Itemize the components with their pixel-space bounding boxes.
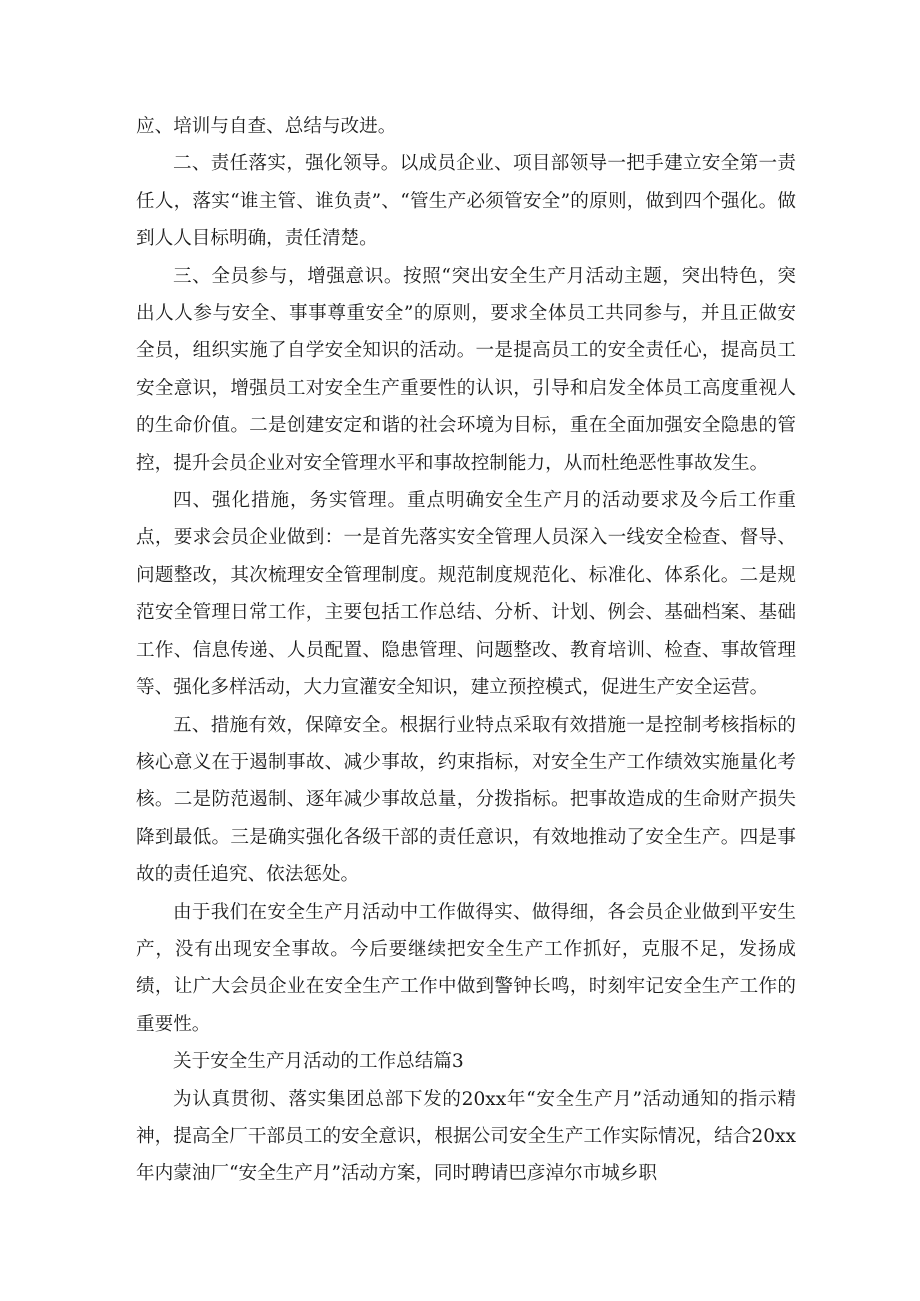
paragraph-responsibility: 二、责任落实，强化领导。以成员企业、项目部领导一把手建立安全第一责任人，落实“谁主管、谁负责”、“管生产必须管安全”的原则，做到四个强化。做到人人目标明确，责任清楚。 <box>136 153 796 250</box>
paragraph-measures: 四、强化措施，务实管理。重点明确安全生产月的活动要求及今后工作重点，要求会员企业做到：一是首先落实安全管理人员深入一线安全检查、督导、问题整改，其次梳理安全管理制度。规范制度规范化、标准化、体系化。二是规范安全管理日常工作，主要包括工作总结、分析、计划、例会、基础档案、基础工作、信息传递、人员配置、隐患管理、问题整改、教育培训、检查、事故管理等、强化多样活动，大力宣灌安全知识，建立预控模式，促进生产安全运营。 <box>136 490 796 699</box>
paragraph-safety-guarantee: 五、措施有效，保障安全。根据行业特点采取有效措施一是控制考核指标的核心意义在于遏制事故、减少事故，约束指标，对安全生产工作绩效实施量化考核。二是防范遏制、逐年减少事故总量，分拨指标。把事故造成的生命财产损失降到最低。三是确实强化各级干部的责任意识，有效地推动了安全生产。四是事故的责任追究、依法惩处。 <box>136 714 796 886</box>
section-heading: 关于安全生产月活动的工作总结篇3 <box>173 1051 464 1073</box>
paragraph-participation: 三、全员参与，增强意识。按照“突出安全生产月活动主题，突出特色，突出人人参与安全、事事尊重安全”的原则，要求全体员工共同参与，并且正做安全员，组织实施了自学安全知识的活动。一是提高员工的安全责任心，提高员工安全意识，增强员工对安全生产重要性的认识，引导和启发全体员工高度重视人的生命价值。二是创建安定和谐的社会环境为目标，重在全面加强安全隐患的管控，提升会员企业对安全管理水平和事故控制能力，从而杜绝恶性事故发生。 <box>136 265 796 474</box>
paragraph-part3-intro: 为认真贯彻、落实集团总部下发的20xx年“安全生产月”活动通知的指示精神，提高全厂干部员工的安全意识，根据公司安全生产工作实际情况，结合20xx年内蒙油厂“安全生产月”活动方案，同时聘请巴彦淖尔市城乡职 <box>136 1088 796 1185</box>
paragraph-conclusion: 由于我们在安全生产月活动中工作做得实、做得细，各会员企业做到平安生产，没有出现安全事故。今后要继续把安全生产工作抓好，克服不足，发扬成绩，让广大会员企业在安全生产工作中做到警钟长鸣，时刻牢记安全生产工作的重要性。 <box>136 901 796 1035</box>
document-body <box>136 108 796 1193</box>
paragraph-continuation: 应、培训与自查、总结与改进。 <box>136 116 397 137</box>
